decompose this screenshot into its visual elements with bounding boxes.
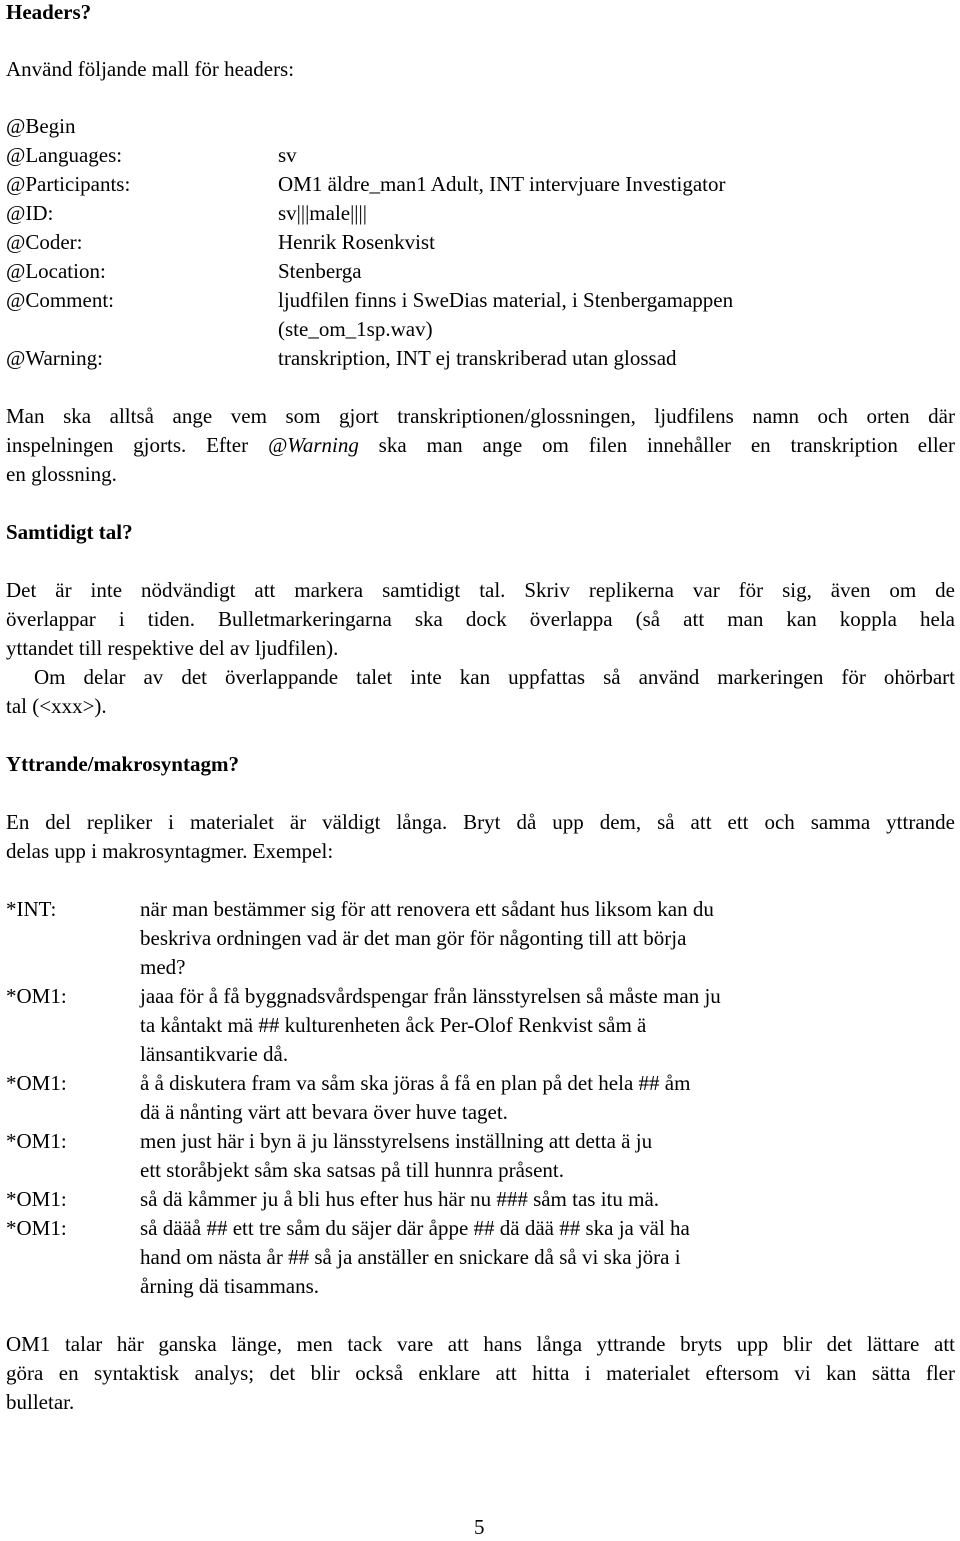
utterance-line: beskriva ordningen vad är det man gör för någonting till att börja	[140, 926, 687, 950]
utterance-line: årning dä tisammans.	[140, 1274, 320, 1298]
heading-yttrande: Yttrande/makrosyntagm?	[6, 752, 239, 776]
paragraph-line: yttandet till respektive del av ljudfilen).	[6, 636, 339, 660]
paragraph-text: ska man ange om filen innehåller en transkription eller	[358, 433, 956, 457]
header-key-languages: @Languages:	[6, 143, 123, 167]
utterance-line: när man bestämmer sig för att renovera ett sådant hus liksom kan du	[140, 897, 714, 921]
paragraph-text: inspelningen gjorts. Efter	[6, 433, 268, 457]
header-value-id: sv|||male||||	[278, 201, 367, 225]
header-key-location: @Location:	[6, 259, 106, 283]
heading-samtidigt-tal: Samtidigt tal?	[6, 520, 133, 544]
intro-text: Använd följande mall för headers:	[6, 57, 295, 81]
header-value-comment-cont: (ste_om_1sp.wav)	[278, 317, 433, 341]
paragraph-line: göra en syntaktisk analys; det blir också enklare att hitta i materialet eftersom vi kan sätta fler	[6, 1361, 955, 1385]
paragraph-line: en glossning.	[6, 462, 117, 486]
paragraph-line: Man ska alltså ange vem som gjort transkriptionen/glossningen, ljudfilens namn och orten där	[6, 404, 955, 428]
header-key-participants: @Participants:	[6, 172, 131, 196]
speaker-label: *OM1:	[6, 1187, 67, 1211]
header-key-coder: @Coder:	[6, 230, 83, 254]
header-key-id: @ID:	[6, 201, 54, 225]
utterance-line: dä ä nånting värt att bevara över huve taget.	[140, 1100, 508, 1124]
utterance-line: ett storåbjekt såm ska satsas på till hunnra pråsent.	[140, 1158, 564, 1182]
header-value-warning: transkription, INT ej transkriberad utan glossad	[278, 346, 677, 370]
header-value-participants: OM1 äldre_man1 Adult, INT intervjuare Investigator	[278, 172, 726, 196]
utterance-line: så dääå ## ett tre såm du säjer där åppe ## dä dää ## ska ja väl ha	[140, 1216, 690, 1240]
utterance-line: hand om nästa år ## så ja anställer en snickare då så vi ska jöra i	[140, 1245, 681, 1269]
utterance-line: ta kåntakt mä ## kulturenheten åck Per-Olof Renkvist såm ä	[140, 1013, 647, 1037]
paragraph-line	[6, 431, 955, 459]
paragraph-line: Om delar av det överlappande talet inte kan uppfattas så använd markeringen för ohörbart	[34, 665, 955, 689]
paragraph-line: OM1 talar här ganska länge, men tack vare att hans långa yttrande bryts upp blir det lättare att	[6, 1332, 955, 1356]
speaker-label: *OM1:	[6, 1216, 67, 1240]
utterance-line: så dä kåmmer ju å bli hus efter hus här nu ### såm tas itu mä.	[140, 1187, 660, 1211]
header-key-warning: @Warning:	[6, 346, 103, 370]
paragraph-line: En del repliker i materialet är väldigt långa. Bryt då upp dem, så att ett och samma yttrande	[6, 810, 955, 834]
page-number: 5	[474, 1515, 485, 1539]
paragraph-line: bulletar.	[6, 1390, 75, 1414]
utterance-line: å å diskutera fram va såm ska jöras å få en plan på det hela ## åm	[140, 1071, 691, 1095]
header-begin: @Begin	[6, 114, 76, 138]
paragraph-line: Det är inte nödvändigt att markera samtidigt tal. Skriv replikerna var för sig, även om de	[6, 578, 955, 602]
speaker-label: *OM1:	[6, 984, 67, 1008]
paragraph-line: delas upp i makrosyntagmer. Exempel:	[6, 839, 334, 863]
warning-term: @Warning	[267, 433, 359, 457]
header-value-languages: sv	[278, 143, 297, 167]
header-key-comment: @Comment:	[6, 288, 115, 312]
speaker-label: *OM1:	[6, 1071, 67, 1095]
utterance-line: länsantikvarie då.	[140, 1042, 289, 1066]
utterance-line: med?	[140, 955, 186, 979]
header-value-coder: Henrik Rosenkvist	[278, 230, 435, 254]
paragraph-line: tal (<xxx>).	[6, 694, 107, 718]
header-value-location: Stenberga	[278, 259, 362, 283]
speaker-label: *OM1:	[6, 1129, 67, 1153]
header-value-comment: ljudfilen finns i SweDias material, i Stenbergamappen	[278, 288, 734, 312]
paragraph-line: överlappar i tiden. Bulletmarkeringarna ska dock överlappa (så att man kan koppla hela	[6, 607, 955, 631]
speaker-label: *INT:	[6, 897, 57, 921]
utterance-line: men just här i byn ä ju länsstyrelsens inställning att detta ä ju	[140, 1129, 653, 1153]
utterance-line: jaaa för å få byggnadsvårdspengar från länsstyrelsen så måste man ju	[140, 984, 721, 1008]
heading-headers: Headers?	[6, 0, 92, 24]
